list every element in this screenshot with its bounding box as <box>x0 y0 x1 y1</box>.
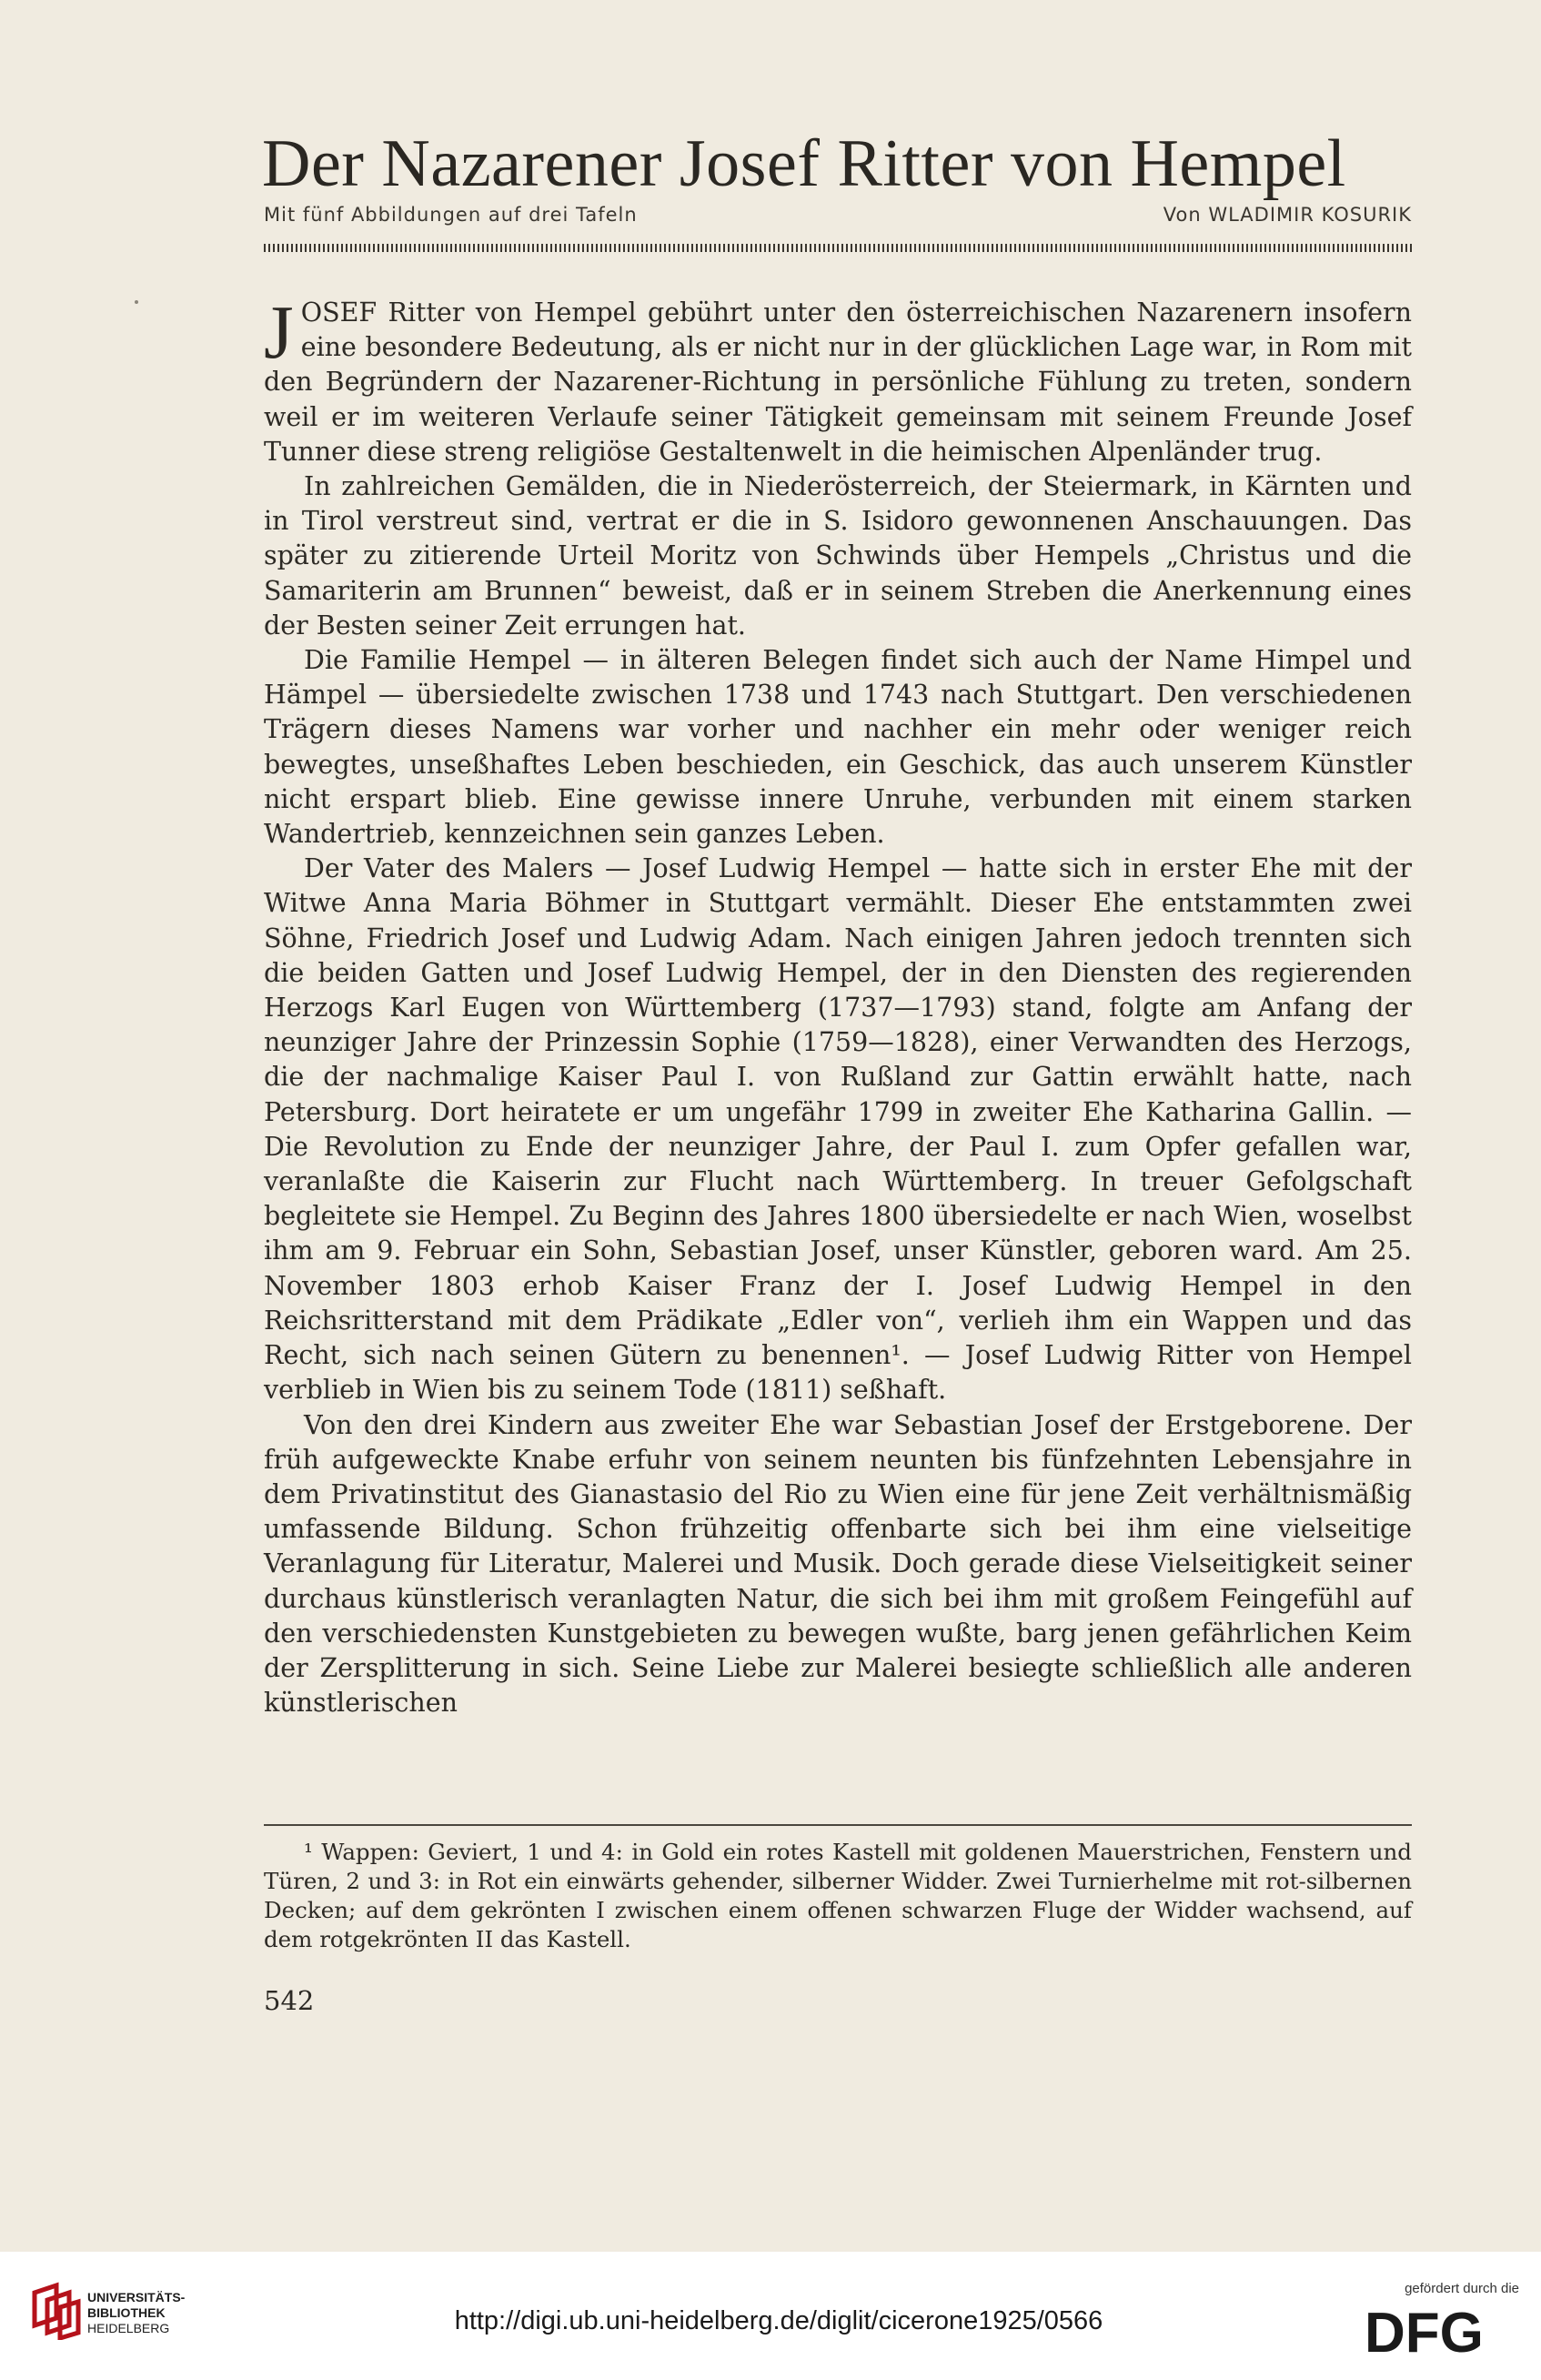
permalink-url[interactable]: http://digi.ub.uni-heidelberg.de/diglit/cicerone1925/0566 <box>454 2306 1103 2335</box>
footnote: ¹ Wappen: Geviert, 1 und 4: in Gold ein rotes Kastell mit goldenen Mauerstrichen, Fenstern und Türen, 2 und 3: in Rot ein einwärts gehender, silberner Widder. Zwei Turnierhelme mit rot-silbernen Decken; auf dem gekrönten I zwischen einem offenen schwarzen Fluge der Widder wachsend, auf dem rotgekrönten II das Kastell. <box>264 1839 1412 1952</box>
library-line-3: HEIDELBERG <box>87 2321 170 2335</box>
paragraph: Die Familie Hempel — in älteren Belegen findet sich auch der Name Himpel und Hämpel — übersiedelte zwischen 1738 und 1743 nach Stuttgart. Den verschiedenen Trägern dieses Namens war vorher und nachher ein mehr oder weniger reich bewegtes, unseßhaftes Leben beschieden, ein Geschick, das auch unserem Künstler nicht erspart blieb. Eine gewisse innere Unruhe, verbunden mit einem starken Wandertrieb, kennzeichnen sein ganzes Leben. <box>264 645 1412 850</box>
paragraph: In zahlreichen Gemälden, die in Niederösterreich, der Steiermark, in Kärnten und in Tirol verstreut sind, vertrat er die in S. Isidoro gewonnenen Anschauungen. Das später zu zitierende Urteil Moritz von Schwinds über Hempels „Christus und die Samariterin am Brunnen“ beweist, daß er in seinem Streben die Anerkennung eines der Besten seiner Zeit errungen hat. <box>264 471 1412 640</box>
article-title: Der Nazarener Josef Ritter von Hempel <box>262 126 1346 201</box>
scan-speck <box>135 300 138 304</box>
ub-heidelberg-logo-icon[interactable] <box>29 2282 82 2340</box>
funding-label: gefördert durch die <box>1405 2281 1519 2296</box>
footnote-divider <box>264 1824 1412 1826</box>
paragraph: JOSEF Ritter von Hempel gebührt unter den österreichischen Nazarenern insofern eine besondere Bedeutung, als er nicht nur in der glücklichen Lage war, in Rom mit den Begründern der Nazarener-Richtung in persönliche Fühlung zu treten, sondern weil er im weiteren Verlaufe seiner Tätigkeit gemeinsam mit seinem Freunde Josef Tunner diese streng religiöse Gestaltenwelt in die heimischen Alpenländer trug. <box>264 290 1412 467</box>
article-body <box>264 290 1412 1720</box>
page-number: 542 <box>264 1985 315 2016</box>
dfg-logo-icon[interactable] <box>1365 2303 1519 2357</box>
dotted-divider <box>264 244 1412 252</box>
article-subline <box>264 204 1412 226</box>
article-author: Von WLADIMIR KOSURIK <box>1163 204 1412 226</box>
article-subtitle: Mit fünf Abbildungen auf drei Tafeln <box>264 204 638 226</box>
library-line-2: BIBLIOTHEK <box>87 2305 166 2320</box>
paragraph: Von den drei Kindern aus zweiter Ehe war Sebastian Josef der Erstgeborene. Der früh aufgeweckte Knabe erfuhr von seinem neunten bis fünfzehnten Lebensjahre in dem Privatinstitut des Gianastasio del Rio zu Wien eine für jene Zeit verhältnismäßig umfassende Bildung. Schon frühzeitig offenbarte sich bei ihm eine vielseitige Veranlagung für Literatur, Malerei und Musik. Doch gerade diese Vielseitigkeit seiner durchaus künstlerisch veranlagten Natur, die sich bei ihm mit großem Feingefühl auf den verschiedensten Kunstgebieten zu bewegen wußte, barg jenen gefährlichen Keim der Zersplitterung in sich. Seine Liebe zur Malerei besiegte schließlich alle anderen künstlerischen <box>264 1409 1412 1719</box>
paragraph: Der Vater des Malers — Josef Ludwig Hempel — hatte sich in erster Ehe mit der Witwe Anna Maria Böhmer in Stuttgart vermählt. Dieser Ehe entstammten zwei Söhne, Friedrich Josef und Ludwig Adam. Nach einigen Jahren jedoch trennten sich die beiden Gatten und Josef Ludwig Hempel, der in den Diensten des regierenden Herzogs Karl Eugen von Württemberg (1737—1793) stand, folgte am Anfang der neunziger Jahre der Prinzessin Sophie (1759—1828), einer Verwandten des Herzogs, die der nachmalige Kaiser Paul I. von Rußland zur Gattin erwählt hatte, nach Petersburg. Dort heiratete er um ungefähr 1799 in zweiter Ehe Katharina Gallin. — Die Revolution zu Ende der neunziger Jahre, der Paul I. zum Opfer gefallen war, veranlaßte die Kaiserin zur Flucht nach Württemberg. In treuer Gefolgschaft begleitete sie Hempel. Zu Beginn des Jahres 1800 übersiedelte er nach Wien, woselbst ihm am 9. Februar ein Sohn, Sebastian Josef, unser Künstler, geboren ward. Am 25. November 1803 erhob Kaiser Franz der I. Josef Ludwig Hempel in den Reichsritterstand mit dem Prädikate „Edler von“, verlieh ihm ein Wappen und das Recht, sich nach seinen Gütern zu benennen¹. — Josef Ludwig Ritter von Hempel verblieb in Wien bis zu seinem Tode (1811) seßhaft. <box>264 853 1412 1406</box>
library-name <box>87 2290 185 2336</box>
library-line-1: UNIVERSITÄTS- <box>87 2290 186 2304</box>
funder-name: DFG <box>1365 2303 1484 2357</box>
digitization-footer <box>0 2252 1541 2380</box>
